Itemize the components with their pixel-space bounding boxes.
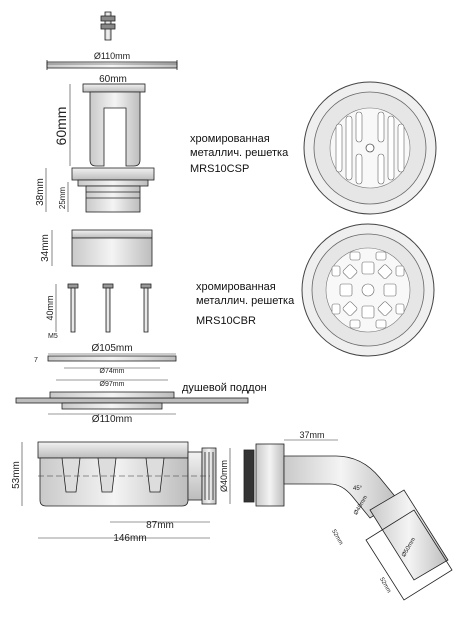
grate-csp-line2: металлич. решетка (190, 147, 289, 159)
dim-grate-diameter: Ø110mm (93, 51, 131, 61)
dim-trap-height: 53mm (11, 461, 22, 489)
drain-ring (72, 230, 152, 266)
shower-tray-section (16, 392, 248, 409)
grate-csp-line1: хромированная (190, 133, 270, 145)
dim-plate-inner: Ø74mm (99, 368, 125, 375)
dim-screw-thread: M5 (48, 333, 58, 340)
dim-trap-length: 146mm (113, 533, 147, 544)
grate-cbr-model: MRS10CBR (196, 315, 256, 327)
dim-ring-height: 34mm (40, 234, 51, 262)
dim-elbow-angle: 45° (353, 486, 363, 492)
dim-elbow-d1: Ø40mm (353, 494, 370, 517)
dim-elbow-l2: 52mm (378, 576, 392, 595)
drain-body (72, 168, 154, 212)
grate-cbr-line1: хромированная (196, 281, 276, 293)
trap-body (38, 442, 216, 506)
dim-plate-mid: Ø97mm (99, 381, 125, 388)
screws (68, 284, 151, 332)
grate-cbr-top-view (302, 224, 434, 356)
dim-plate-thickness: 7 (34, 357, 38, 364)
grate-cbr-line2: металлич. решетка (196, 295, 295, 307)
dim-tray-diameter: Ø110mm (91, 414, 133, 425)
label-shower-tray: душевой поддон (182, 382, 267, 394)
grate-csp-model: MRS10CSP (190, 163, 250, 175)
dim-elbow-offset: 37mm (299, 430, 325, 440)
dim-body-height: 38mm (35, 178, 46, 206)
top-screw (101, 12, 115, 40)
dim-body-inner: 25mm (58, 186, 67, 210)
trap-insert (83, 84, 145, 166)
dim-elbow-l1: 52mm (330, 528, 344, 547)
dim-trap-inlet-offset: 87mm (146, 520, 174, 531)
dim-elbow-d2: Ø50mm (401, 536, 418, 559)
dim-screw-length: 40mm (45, 295, 55, 321)
dim-plate-diameter: Ø105mm (91, 343, 133, 354)
grate-plate-side (47, 60, 177, 70)
elbow-outlet (244, 444, 452, 600)
mounting-plate (48, 356, 176, 361)
grate-csp-top-view (304, 82, 436, 214)
dim-trap-outlet: Ø40mm (219, 459, 229, 493)
dim-insert-height: 60mm (53, 106, 69, 146)
dim-insert-width: 60mm (99, 74, 127, 85)
